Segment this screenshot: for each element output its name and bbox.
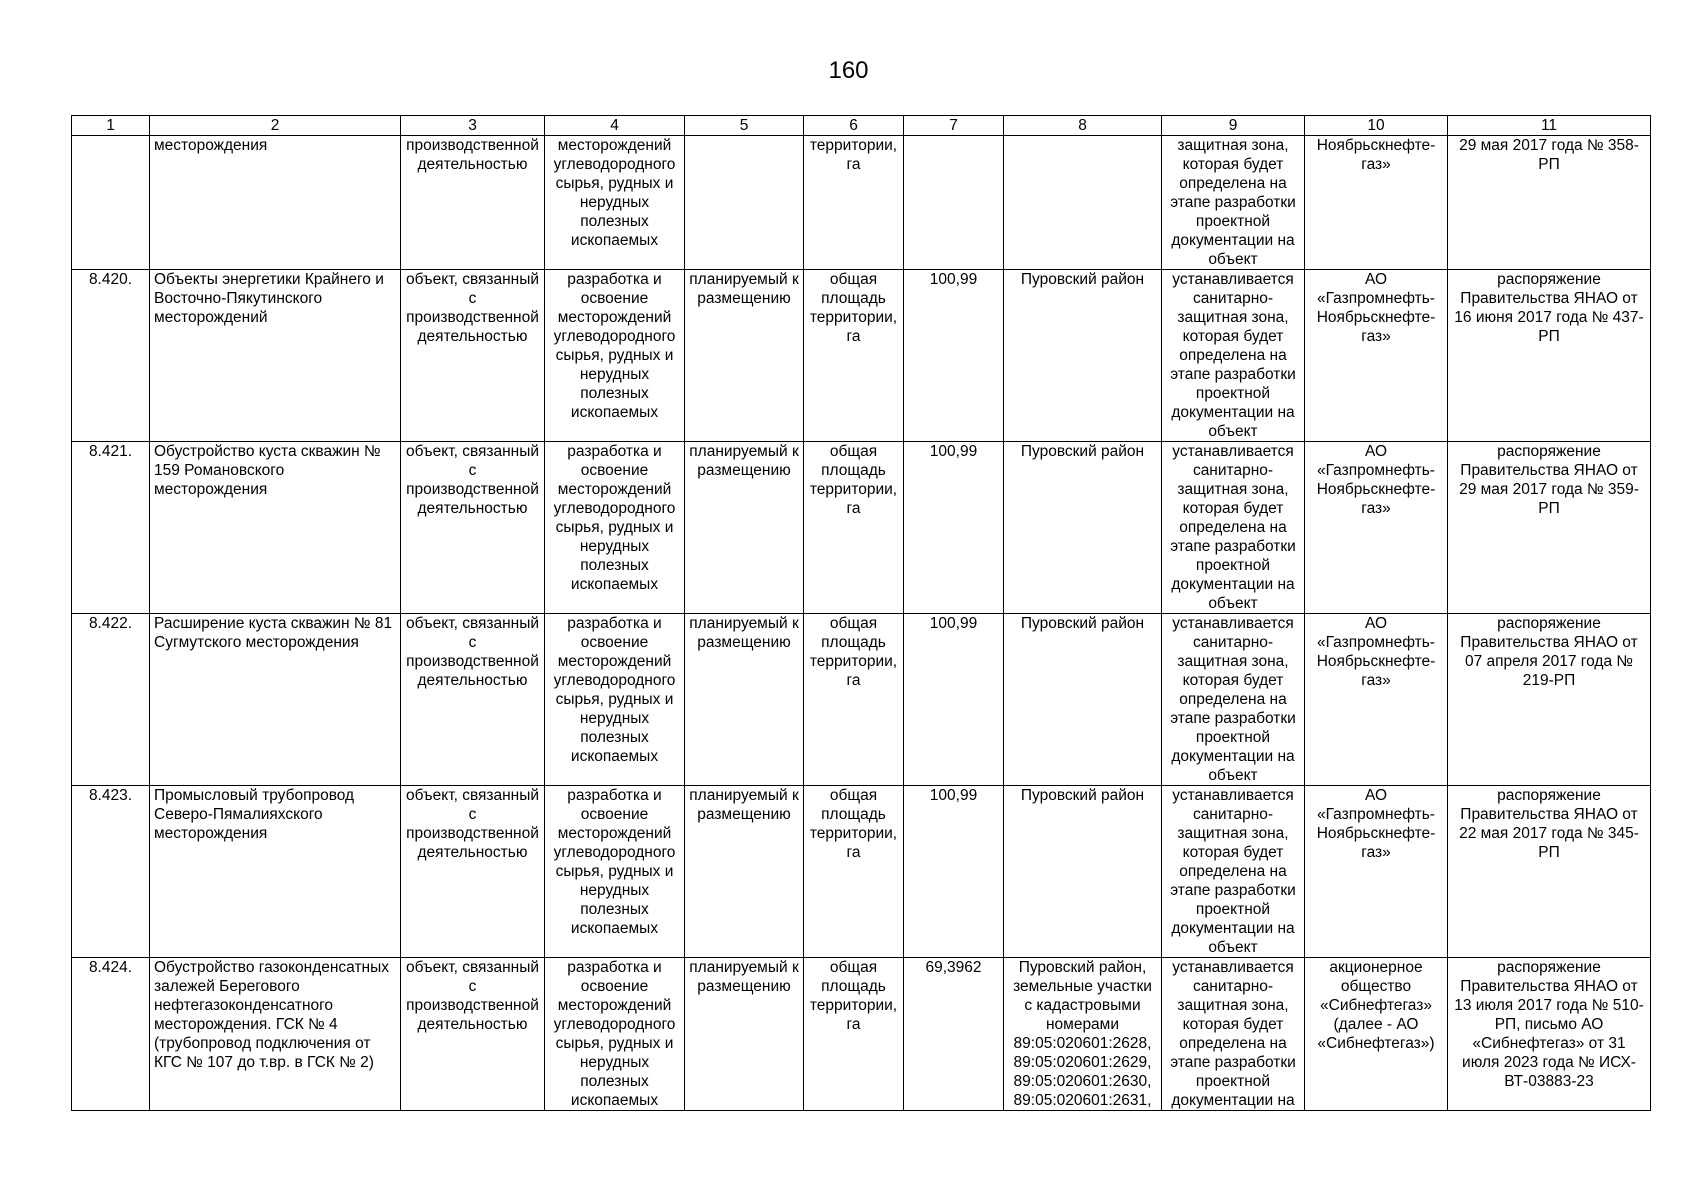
column-header: 6 <box>804 116 904 136</box>
object-basis: распоряжение Правительства ЯНАО от 16 июня 2017 года № 437-РП <box>1448 270 1651 442</box>
table-row <box>72 614 1651 786</box>
table-header-row <box>72 116 1651 136</box>
object-operator: АО «Газпромнефть-Ноябрьскнефте-газ» <box>1305 270 1448 442</box>
object-type: объект, связанный с производственной деятельностью <box>401 614 545 786</box>
object-zone: устанавливается санитарно-защитная зона, которая будет определена на этапе разработки проектной документации на объект <box>1162 270 1305 442</box>
object-location: Пуровский район <box>1004 442 1162 614</box>
object-value: 69,3962 <box>904 958 1004 1111</box>
object-status: планируемый к размещению <box>685 958 804 1111</box>
object-name: Расширение куста скважин № 81 Сугмутского месторождения <box>150 614 401 786</box>
row-number: 8.420. <box>72 270 150 442</box>
object-type: объект, связанный с производственной деятельностью <box>401 442 545 614</box>
object-type: объект, связанный с производственной деятельностью <box>401 786 545 958</box>
object-purpose: разработка и освоение месторождений углеводородного сырья, рудных и нерудных полезных ископаемых <box>545 614 685 786</box>
column-header: 9 <box>1162 116 1305 136</box>
object-basis: 29 мая 2017 года № 358-РП <box>1448 136 1651 270</box>
object-value: 100,99 <box>904 270 1004 442</box>
object-type: производственной деятельностью <box>401 136 545 270</box>
object-location: Пуровский район <box>1004 614 1162 786</box>
object-location: Пуровский район <box>1004 270 1162 442</box>
object-type: объект, связанный с производственной деятельностью <box>401 270 545 442</box>
object-basis: распоряжение Правительства ЯНАО от 13 июля 2017 года № 510-РП, письмо АО «Сибнефтегаз» от 31 июля 2023 года № ИСХ-ВТ-03883-23 <box>1448 958 1651 1111</box>
object-status: планируемый к размещению <box>685 270 804 442</box>
row-number: 8.422. <box>72 614 150 786</box>
object-characteristic: территории, га <box>804 136 904 270</box>
object-value <box>904 136 1004 270</box>
object-status: планируемый к размещению <box>685 786 804 958</box>
object-value: 100,99 <box>904 442 1004 614</box>
object-name: Промысловый трубопровод Северо-Пямалияхского месторождения <box>150 786 401 958</box>
object-zone: устанавливается санитарно-защитная зона, которая будет определена на этапе разработки проектной документации на объект <box>1162 614 1305 786</box>
object-characteristic: общая площадь территории, га <box>804 786 904 958</box>
object-value: 100,99 <box>904 614 1004 786</box>
object-characteristic: общая площадь территории, га <box>804 442 904 614</box>
object-status: планируемый к размещению <box>685 442 804 614</box>
object-zone: устанавливается санитарно-защитная зона, которая будет определена на этапе разработки проектной документации на <box>1162 958 1305 1111</box>
object-location: Пуровский район, земельные участки с кадастровыми номерами 89:05:020601:2628, 89:05:020601:2629, 89:05:020601:2630, 89:05:020601:2631, <box>1004 958 1162 1111</box>
object-purpose: разработка и освоение месторождений углеводородного сырья, рудных и нерудных полезных ископаемых <box>545 958 685 1111</box>
object-purpose: разработка и освоение месторождений углеводородного сырья, рудных и нерудных полезных ископаемых <box>545 786 685 958</box>
table-row <box>72 136 1651 270</box>
table-row <box>72 786 1651 958</box>
object-characteristic: общая площадь территории, га <box>804 958 904 1111</box>
object-zone: устанавливается санитарно-защитная зона, которая будет определена на этапе разработки проектной документации на объект <box>1162 442 1305 614</box>
column-header: 4 <box>545 116 685 136</box>
column-header: 11 <box>1448 116 1651 136</box>
object-value: 100,99 <box>904 786 1004 958</box>
object-location: Пуровский район <box>1004 786 1162 958</box>
object-purpose: месторождений углеводородного сырья, рудных и нерудных полезных ископаемых <box>545 136 685 270</box>
object-name: месторождения <box>150 136 401 270</box>
table-row <box>72 958 1651 1111</box>
object-zone: защитная зона, которая будет определена на этапе разработки проектной документации на объект <box>1162 136 1305 270</box>
column-header: 3 <box>401 116 545 136</box>
object-characteristic: общая площадь территории, га <box>804 270 904 442</box>
object-operator: АО «Газпромнефть-Ноябрьскнефте-газ» <box>1305 786 1448 958</box>
column-header: 2 <box>150 116 401 136</box>
object-name: Обустройство куста скважин № 159 Романовского месторождения <box>150 442 401 614</box>
object-status: планируемый к размещению <box>685 614 804 786</box>
object-name: Объекты энергетики Крайнего и Восточно-Пякутинского месторождений <box>150 270 401 442</box>
object-operator: акционерное общество «Сибнефтегаз» (далее - АО «Сибнефтегаз») <box>1305 958 1448 1111</box>
table-row <box>72 442 1651 614</box>
object-name: Обустройство газоконденсатных залежей Берегового нефтегазоконденсатного месторождения. ГСК № 4 (трубопровод подключения от КГС № 107 до т.вр. в ГСК № 2) <box>150 958 401 1111</box>
column-header: 1 <box>72 116 150 136</box>
object-basis: распоряжение Правительства ЯНАО от 07 апреля 2017 года № 219-РП <box>1448 614 1651 786</box>
row-number: 8.424. <box>72 958 150 1111</box>
column-header: 10 <box>1305 116 1448 136</box>
object-type: объект, связанный с производственной деятельностью <box>401 958 545 1111</box>
object-basis: распоряжение Правительства ЯНАО от 29 мая 2017 года № 359-РП <box>1448 442 1651 614</box>
object-status <box>685 136 804 270</box>
objects-registry-table <box>71 115 1651 1111</box>
column-header: 8 <box>1004 116 1162 136</box>
object-location <box>1004 136 1162 270</box>
object-purpose: разработка и освоение месторождений углеводородного сырья, рудных и нерудных полезных ископаемых <box>545 442 685 614</box>
object-purpose: разработка и освоение месторождений углеводородного сырья, рудных и нерудных полезных ископаемых <box>545 270 685 442</box>
object-zone: устанавливается санитарно-защитная зона, которая будет определена на этапе разработки проектной документации на объект <box>1162 786 1305 958</box>
row-number <box>72 136 150 270</box>
table-row <box>72 270 1651 442</box>
object-operator: АО «Газпромнефть-Ноябрьскнефте-газ» <box>1305 442 1448 614</box>
row-number: 8.421. <box>72 442 150 614</box>
object-operator: Ноябрьскнефте-газ» <box>1305 136 1448 270</box>
row-number: 8.423. <box>72 786 150 958</box>
column-header: 7 <box>904 116 1004 136</box>
object-basis: распоряжение Правительства ЯНАО от 22 мая 2017 года № 345-РП <box>1448 786 1651 958</box>
object-operator: АО «Газпромнефть-Ноябрьскнефте-газ» <box>1305 614 1448 786</box>
column-header: 5 <box>685 116 804 136</box>
page-number: 160 <box>828 57 869 84</box>
object-characteristic: общая площадь территории, га <box>804 614 904 786</box>
